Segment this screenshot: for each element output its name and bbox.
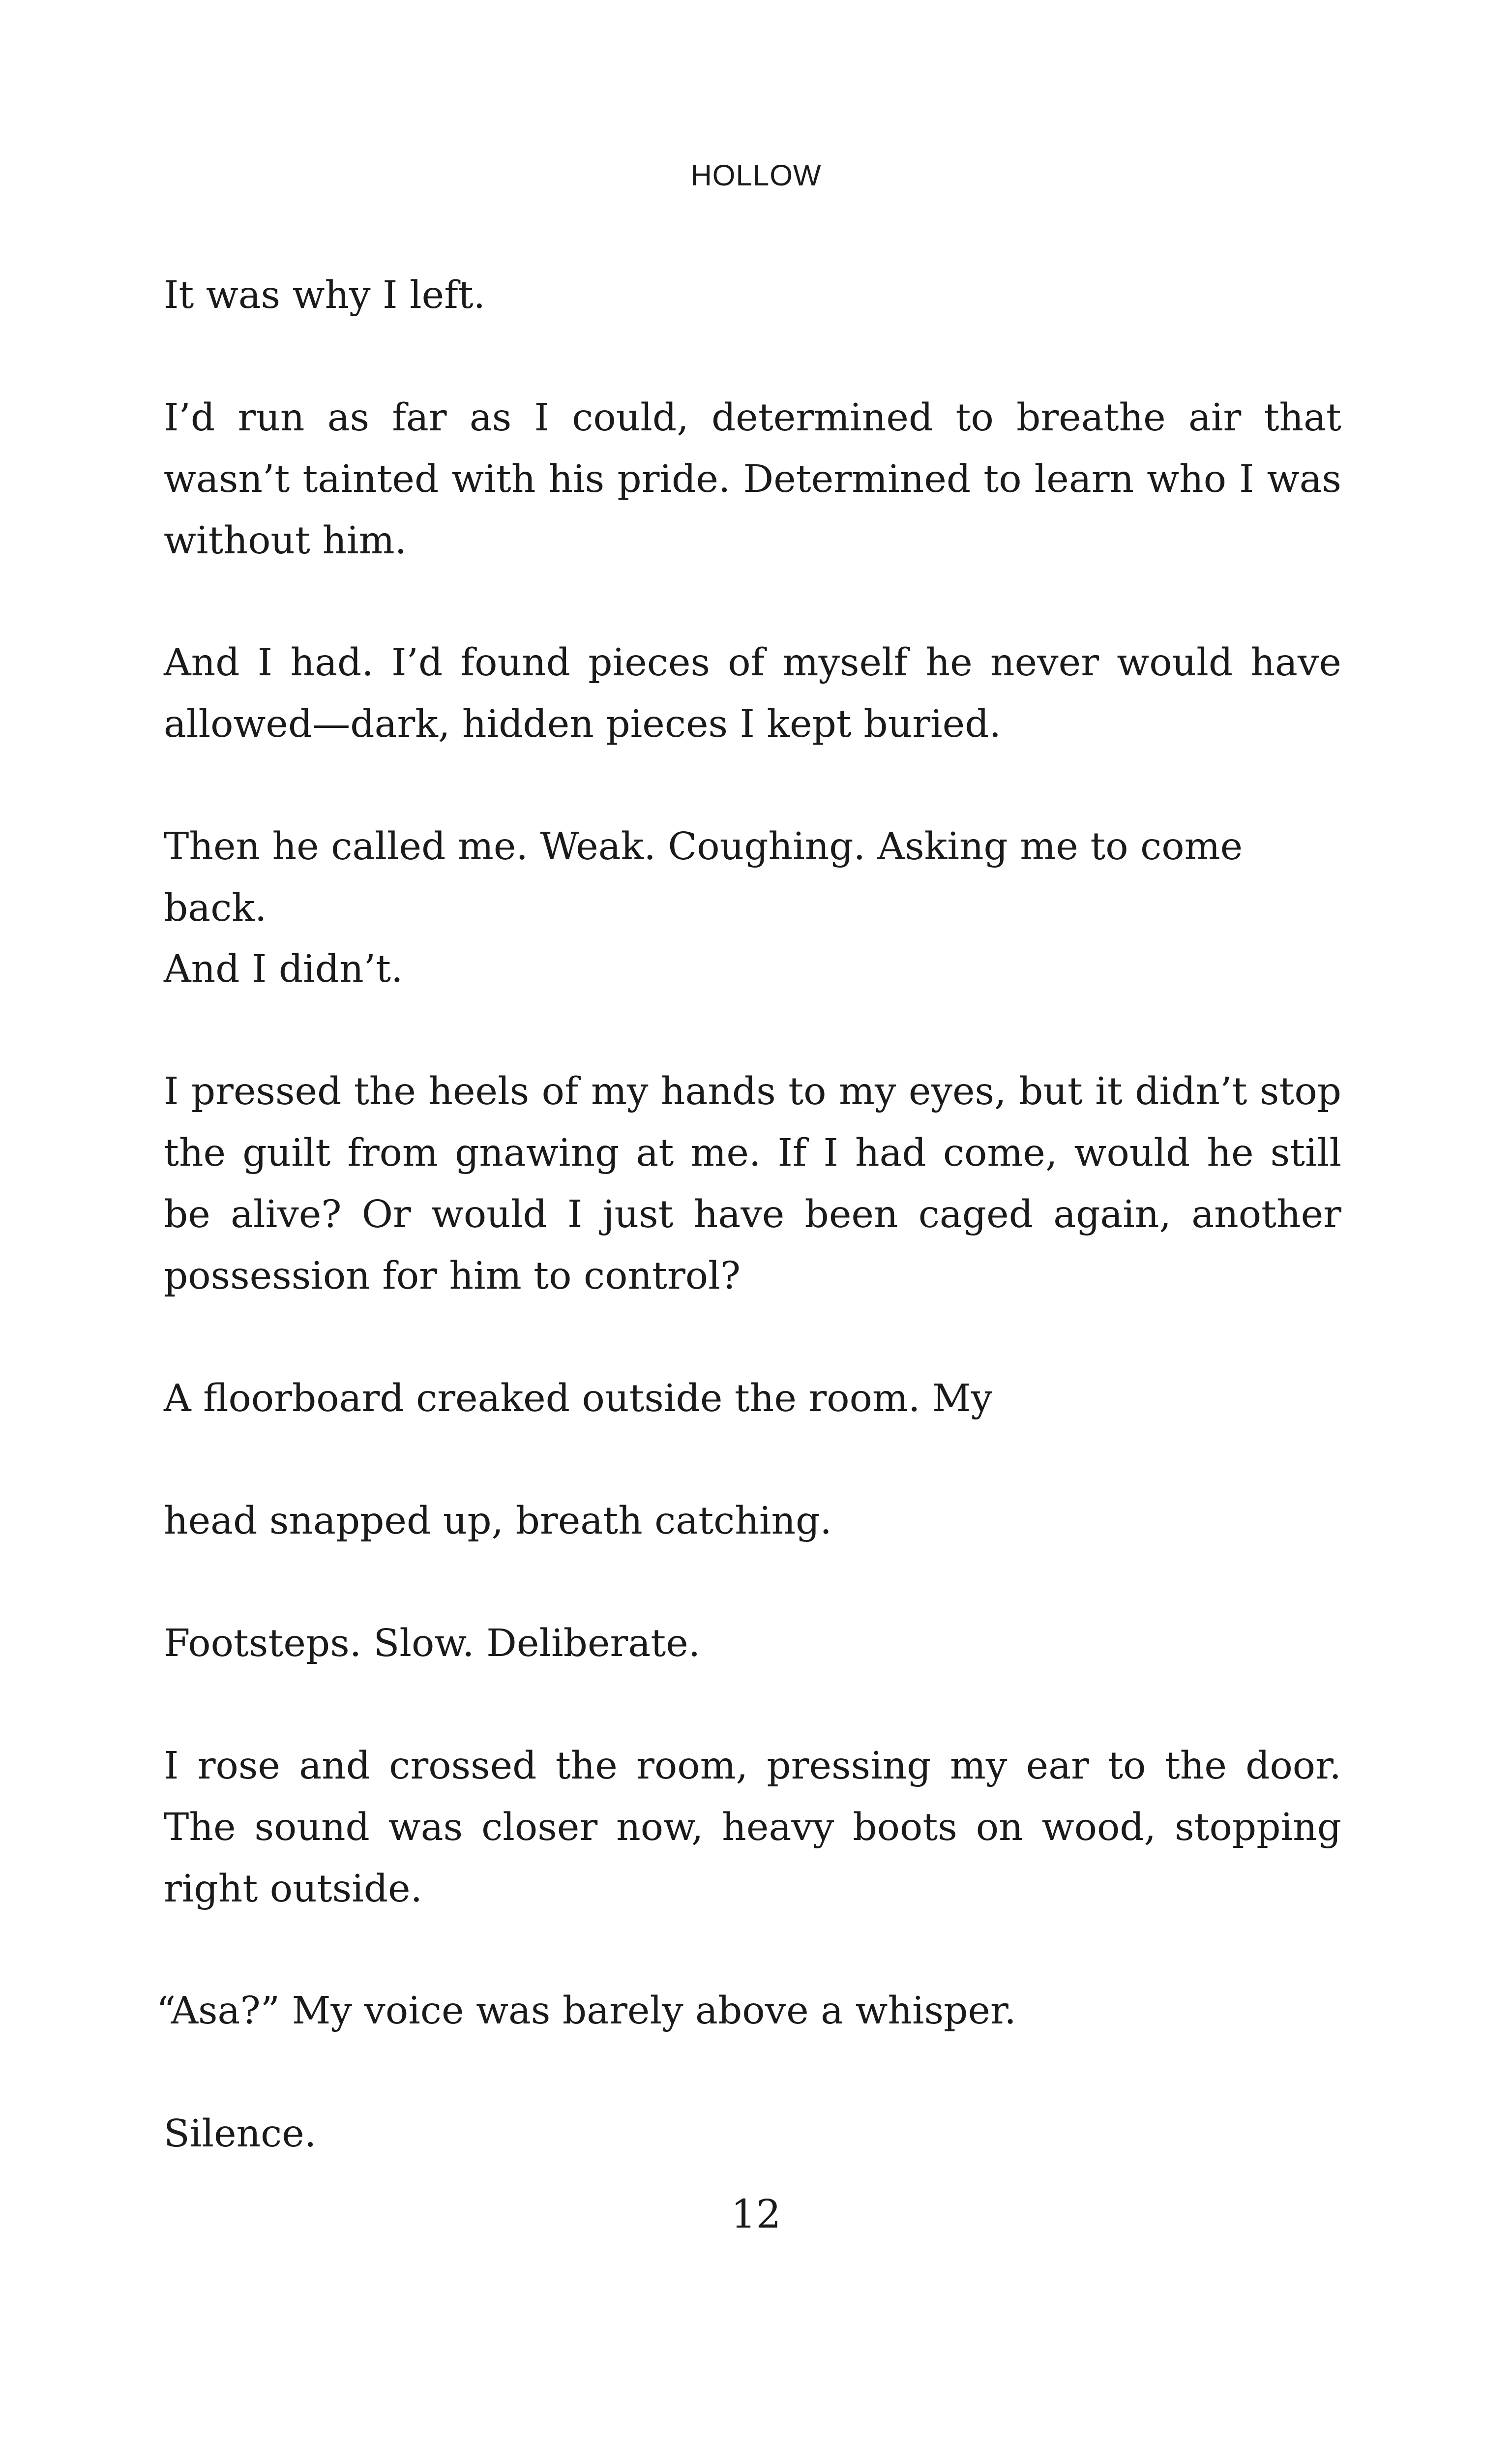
paragraph-8: head snapped up, breath catching. (164, 1499, 832, 1543)
paragraph-2: I’d run as far as I could, determined to breathe air that wasn’t tainted with his pride. Determined to learn who I was without him. (164, 396, 1341, 563)
page-number: 12 (731, 2191, 781, 2237)
paragraph-7: A floorboard creaked outside the room. My (164, 1377, 993, 1420)
paragraph-3: And I had. I’d found pieces of myself he never would have allowed—dark, hidden pieces I kept buried. (164, 641, 1341, 746)
paragraph-1: It was why I left. (164, 273, 486, 317)
paragraph-11: “Asa?” My voice was barely above a whisper. (156, 1989, 1016, 2033)
paragraph-9: Footsteps. Slow. Deliberate. (164, 1622, 701, 1665)
paragraph-10: I rose and crossed the room, pressing my ear to the door. The sound was closer now, heavy boots on wood, stopping right outside. (164, 1744, 1341, 1911)
paragraph-6: I pressed the heels of my hands to my eyes, but it didn’t stop the guilt from gnawing at me. If I had come, would he still be alive? Or would I just have been caged again, another possession for him to control? (164, 1070, 1341, 1298)
running-header-title: HOLLOW (690, 159, 822, 192)
paragraph-5: And I didn’t. (164, 947, 403, 991)
paragraph-12: Silence. (164, 2112, 317, 2156)
paragraph-4: Then he called me. Weak. Coughing. Asking me to come back. (164, 825, 1243, 930)
